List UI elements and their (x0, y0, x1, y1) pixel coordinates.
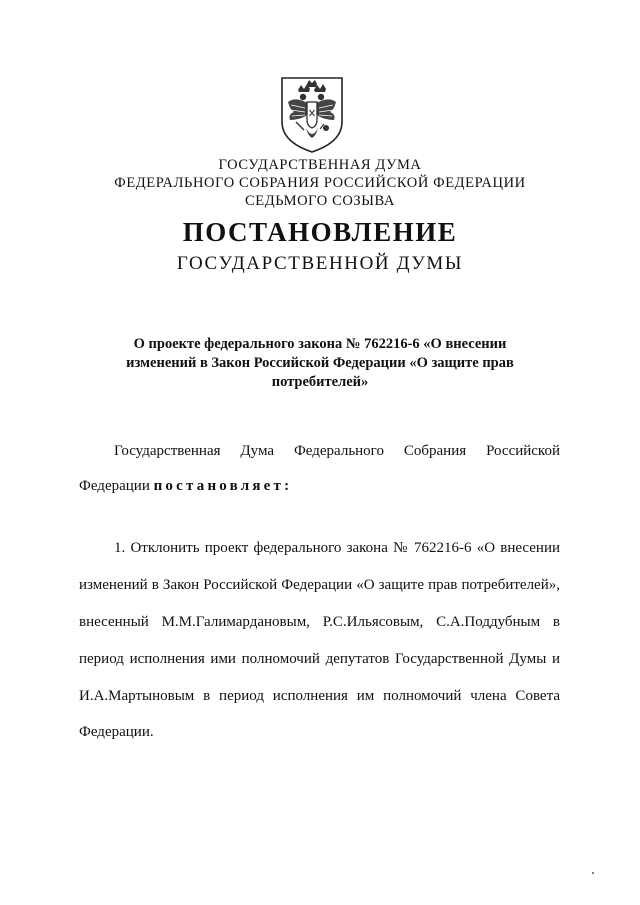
document-subtitle: ГОСУДАРСТВЕННОЙ ДУМЫ (176, 253, 464, 274)
convocation-line: СЕДЬМОГО СОЗЫВА (245, 193, 395, 209)
clause-1-line-3: внесенный М.М.Галимардановым, Р.С.Ильясовым, С.А.Поддубным в (79, 614, 560, 630)
clause-1-line-4: период исполнения ими полномочий депутатов Государственной Думы и (79, 651, 560, 667)
subject-line-1: О проекте федерального закона № 762216-6 «О внесении (133, 336, 507, 352)
document-title: ПОСТАНОВЛЕНИЕ (182, 217, 458, 247)
org-name-line-1: ГОСУДАРСТВЕННАЯ ДУМА (218, 157, 422, 173)
preamble-line-2-start: Федерации (79, 478, 150, 494)
subject-line-2: изменений в Закон Российской Федерации «О защите прав (126, 355, 514, 371)
preamble-line-2 (79, 476, 560, 496)
scan-speck (592, 872, 594, 874)
clause-1-line-2: изменений в Закон Российской Федерации «О защите прав потребителей», (79, 577, 560, 593)
clause-1-line-5: И.А.Мартыновым в период исполнения им полномочий члена Совета (79, 688, 560, 704)
resolves-word: постановляет: (153, 478, 293, 494)
preamble-line-1: Государственная Дума Федерального Собрания Российской (114, 443, 560, 459)
clause-1-line-6: Федерации. (79, 724, 154, 740)
clause-1-line-1: 1. Отклонить проект федерального закона № 762216-6 «О внесении (114, 540, 560, 556)
subject-line-3: потребителей» (271, 374, 369, 390)
org-name-line-2: ФЕДЕРАЛЬНОГО СОБРАНИЯ РОССИЙСКОЙ ФЕДЕРАЦИИ (114, 175, 526, 191)
coat-of-arms-icon (276, 74, 348, 154)
